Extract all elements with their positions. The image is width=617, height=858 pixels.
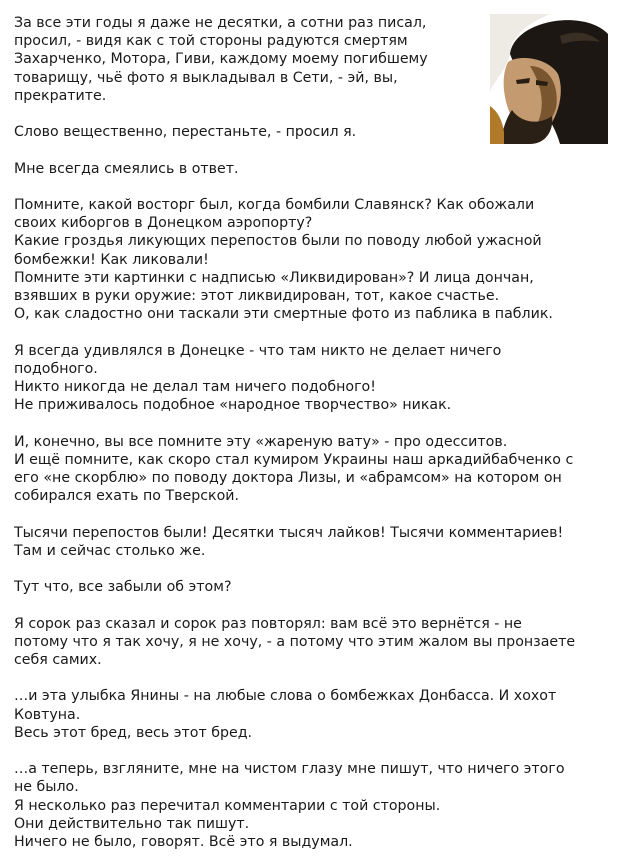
text-line: Я несколько раз перечитал комментарии с той стороны. — [14, 797, 441, 814]
text-line: Никто никогда не делал там ничего подобного! — [14, 379, 376, 395]
paragraph — [14, 615, 614, 670]
text-line: бомбежки! Как ликовали! — [14, 251, 209, 268]
paragraph — [14, 160, 614, 178]
paragraph — [14, 687, 614, 742]
paragraph — [14, 342, 614, 415]
paragraph — [14, 14, 484, 105]
text-line: Я всегда удивлялся в Донецке - что там никто не делает ничего — [14, 342, 502, 359]
text-line: Не приживалось подобное «народное творчество» никак. — [14, 397, 452, 414]
text-line: Ничего не было, говорят. Всё это я выдумал. — [14, 833, 353, 850]
text-line: Слово вещественно, перестаньте, - просил я. — [14, 124, 357, 141]
text-line: Тысячи перепостов были! Десятки тысяч лайков! Тысячи комментариев! — [14, 524, 564, 541]
text-line: И ещё помните, как скоро стал кумиром Украины наш аркадийбабченко с — [14, 451, 574, 468]
text-line: просил, - видя как с той стороны радуются смертям — [14, 33, 408, 50]
text-line: Помните эти картинки с надписью «Ликвидирован»? И лица дончан, — [14, 269, 534, 286]
paragraph — [14, 196, 614, 323]
paragraph — [14, 433, 614, 506]
text-line: не было. — [14, 779, 79, 796]
paragraph — [14, 123, 614, 141]
text-line: …и эта улыбка Янины - на любые слова о бомбежках Донбасса. И хохот — [14, 688, 557, 705]
paragraph — [14, 524, 614, 560]
text-line: потому что я так хочу, я не хочу, - а потому что этим жалом вы пронзаете — [14, 633, 576, 650]
text-line: О, как сладостно они таскали эти смертные фото из паблика в паблик. — [14, 306, 553, 323]
paragraph — [14, 760, 614, 851]
text-line: Ковтуна. — [14, 706, 81, 723]
text-line: …а теперь, взгляните, мне на чистом глазу мне пишут, что ничего этого — [14, 761, 565, 778]
text-line: прекратите. — [14, 87, 107, 104]
text-line: себя самих. — [14, 651, 102, 668]
text-line: Они действительно так пишут. — [14, 815, 250, 832]
text-line: взявших в руки оружие: этот ликвидирован, тот, какое счастье. — [14, 288, 500, 304]
text-line: Мне всегда смеялись в ответ. — [14, 160, 239, 177]
text-line: Помните, какой восторг был, когда бомбили Славянск? Как обожали — [14, 196, 535, 213]
text-line: товарищу, чьё фото я выкладывал в Сети, - эй, вы, — [14, 69, 398, 86]
text-line: Я сорок раз сказал и сорок раз повторял: вам всё это вернётся - не — [14, 615, 522, 632]
text-line: Захарченко, Мотора, Гиви, каждому моему погибшему — [14, 51, 428, 68]
article-body — [14, 14, 614, 858]
text-line: И, конечно, вы все помните эту «жареную вату» - про одесситов. — [14, 433, 508, 450]
text-line: Какие гроздья ликующих перепостов были по поводу любой ужасной — [14, 233, 542, 250]
text-line: Там и сейчас столько же. — [14, 542, 206, 559]
text-line: своих киборгов в Донецком аэропорту? — [14, 215, 313, 232]
text-line: Тут что, все забыли об этом? — [14, 579, 232, 596]
paragraph — [14, 578, 614, 596]
text-line: его «не скорблю» по поводу доктора Лизы, и «абрамсом» на котором он — [14, 470, 562, 486]
text-line: Весь этот бред, весь этот бред. — [14, 724, 253, 741]
text-line: подобного. — [14, 360, 98, 377]
text-line: За все эти годы я даже не десятки, а сотни раз писал, — [14, 15, 427, 31]
text-line: собирался ехать по Тверской. — [14, 488, 240, 505]
